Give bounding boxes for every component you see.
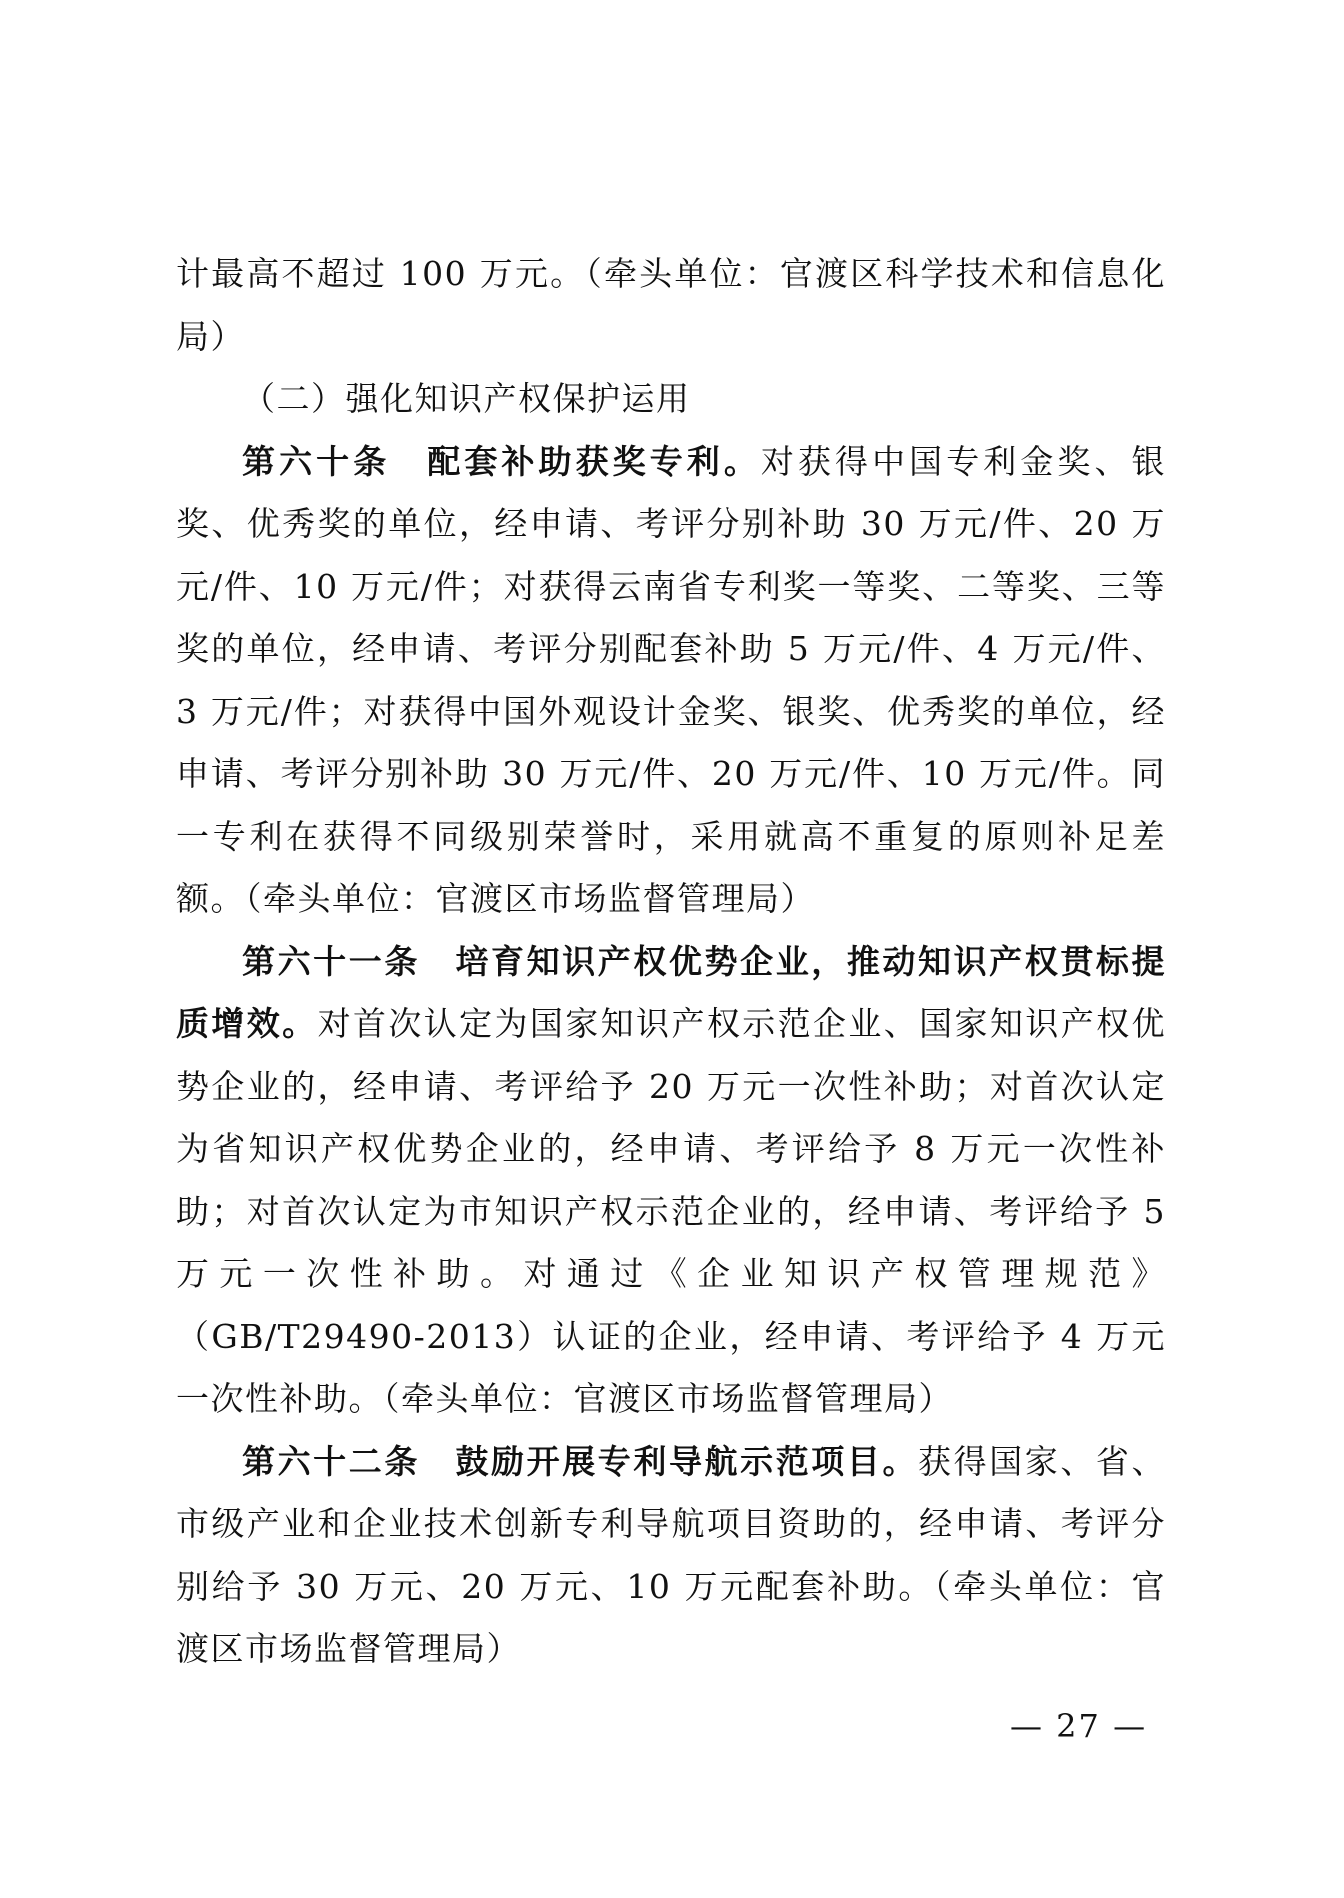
article-title: 第六十二条 鼓励开展专利导航示范项目。 <box>242 1441 919 1481</box>
article-62 <box>176 1431 1166 1681</box>
paragraph-continuation <box>176 243 1166 368</box>
article-body: 对首次认定为国家知识产权示范企业、国家知识产权优势企业的，经申请、考评给予 20 万元一次性补助；对首次认定为省知识产权优势企业的，经申请、考评给予 8 万元一次性补助；对首次认定为市知识产权示范企业的，经申请、考评给予 5 万元一次性补助。对通过《企业知识产权管理规范》（GB/T29490-2013）认证的企业，经申请、考评给予 4 万元一次性补助。（牵头单位：官渡区市场监督管理局） <box>176 1004 1167 1418</box>
article-body: 获得国家、省、市级产业和企业技术创新专利导航项目资助的，经申请、考评分别给予 30 万元、20 万元、10 万元配套补助。（牵头单位：官渡区市场监督管理局） <box>176 1441 1167 1668</box>
article-title: 第六十一条 培育知识产权优势企业，推动知识产权贯标提质增效。 <box>176 941 1166 1043</box>
section-heading <box>176 368 1166 431</box>
document-body <box>176 243 1166 1681</box>
section-heading-text: （二）强化知识产权保护运用 <box>242 379 691 418</box>
article-61 <box>176 931 1166 1431</box>
article-title: 第六十条 配套补助获奖专利。 <box>242 441 761 481</box>
paragraph-body: 计最高不超过 100 万元。（牵头单位：官渡区科学技术和信息化局） <box>176 254 1166 356</box>
article-60 <box>176 431 1166 931</box>
page-number: — 27 — <box>1010 1707 1148 1745</box>
article-body: 对获得中国专利金奖、银奖、优秀奖的单位，经申请、考评分别补助 30 万元/件、20 万元/件、10 万元/件；对获得云南省专利奖一等奖、二等奖、三等奖的单位，经申请、考评分别配套补助 5 万元/件、4 万元/件、3 万元/件；对获得中国外观设计金奖、银奖、优秀奖的单位，经申请、考评分别补助 30 万元/件、20 万元/件、10 万元/件。同一专利在获得不同级别荣誉时，采用就高不重复的原则补足差额。（牵头单位：官渡区市场监督管理局） <box>176 441 1166 918</box>
